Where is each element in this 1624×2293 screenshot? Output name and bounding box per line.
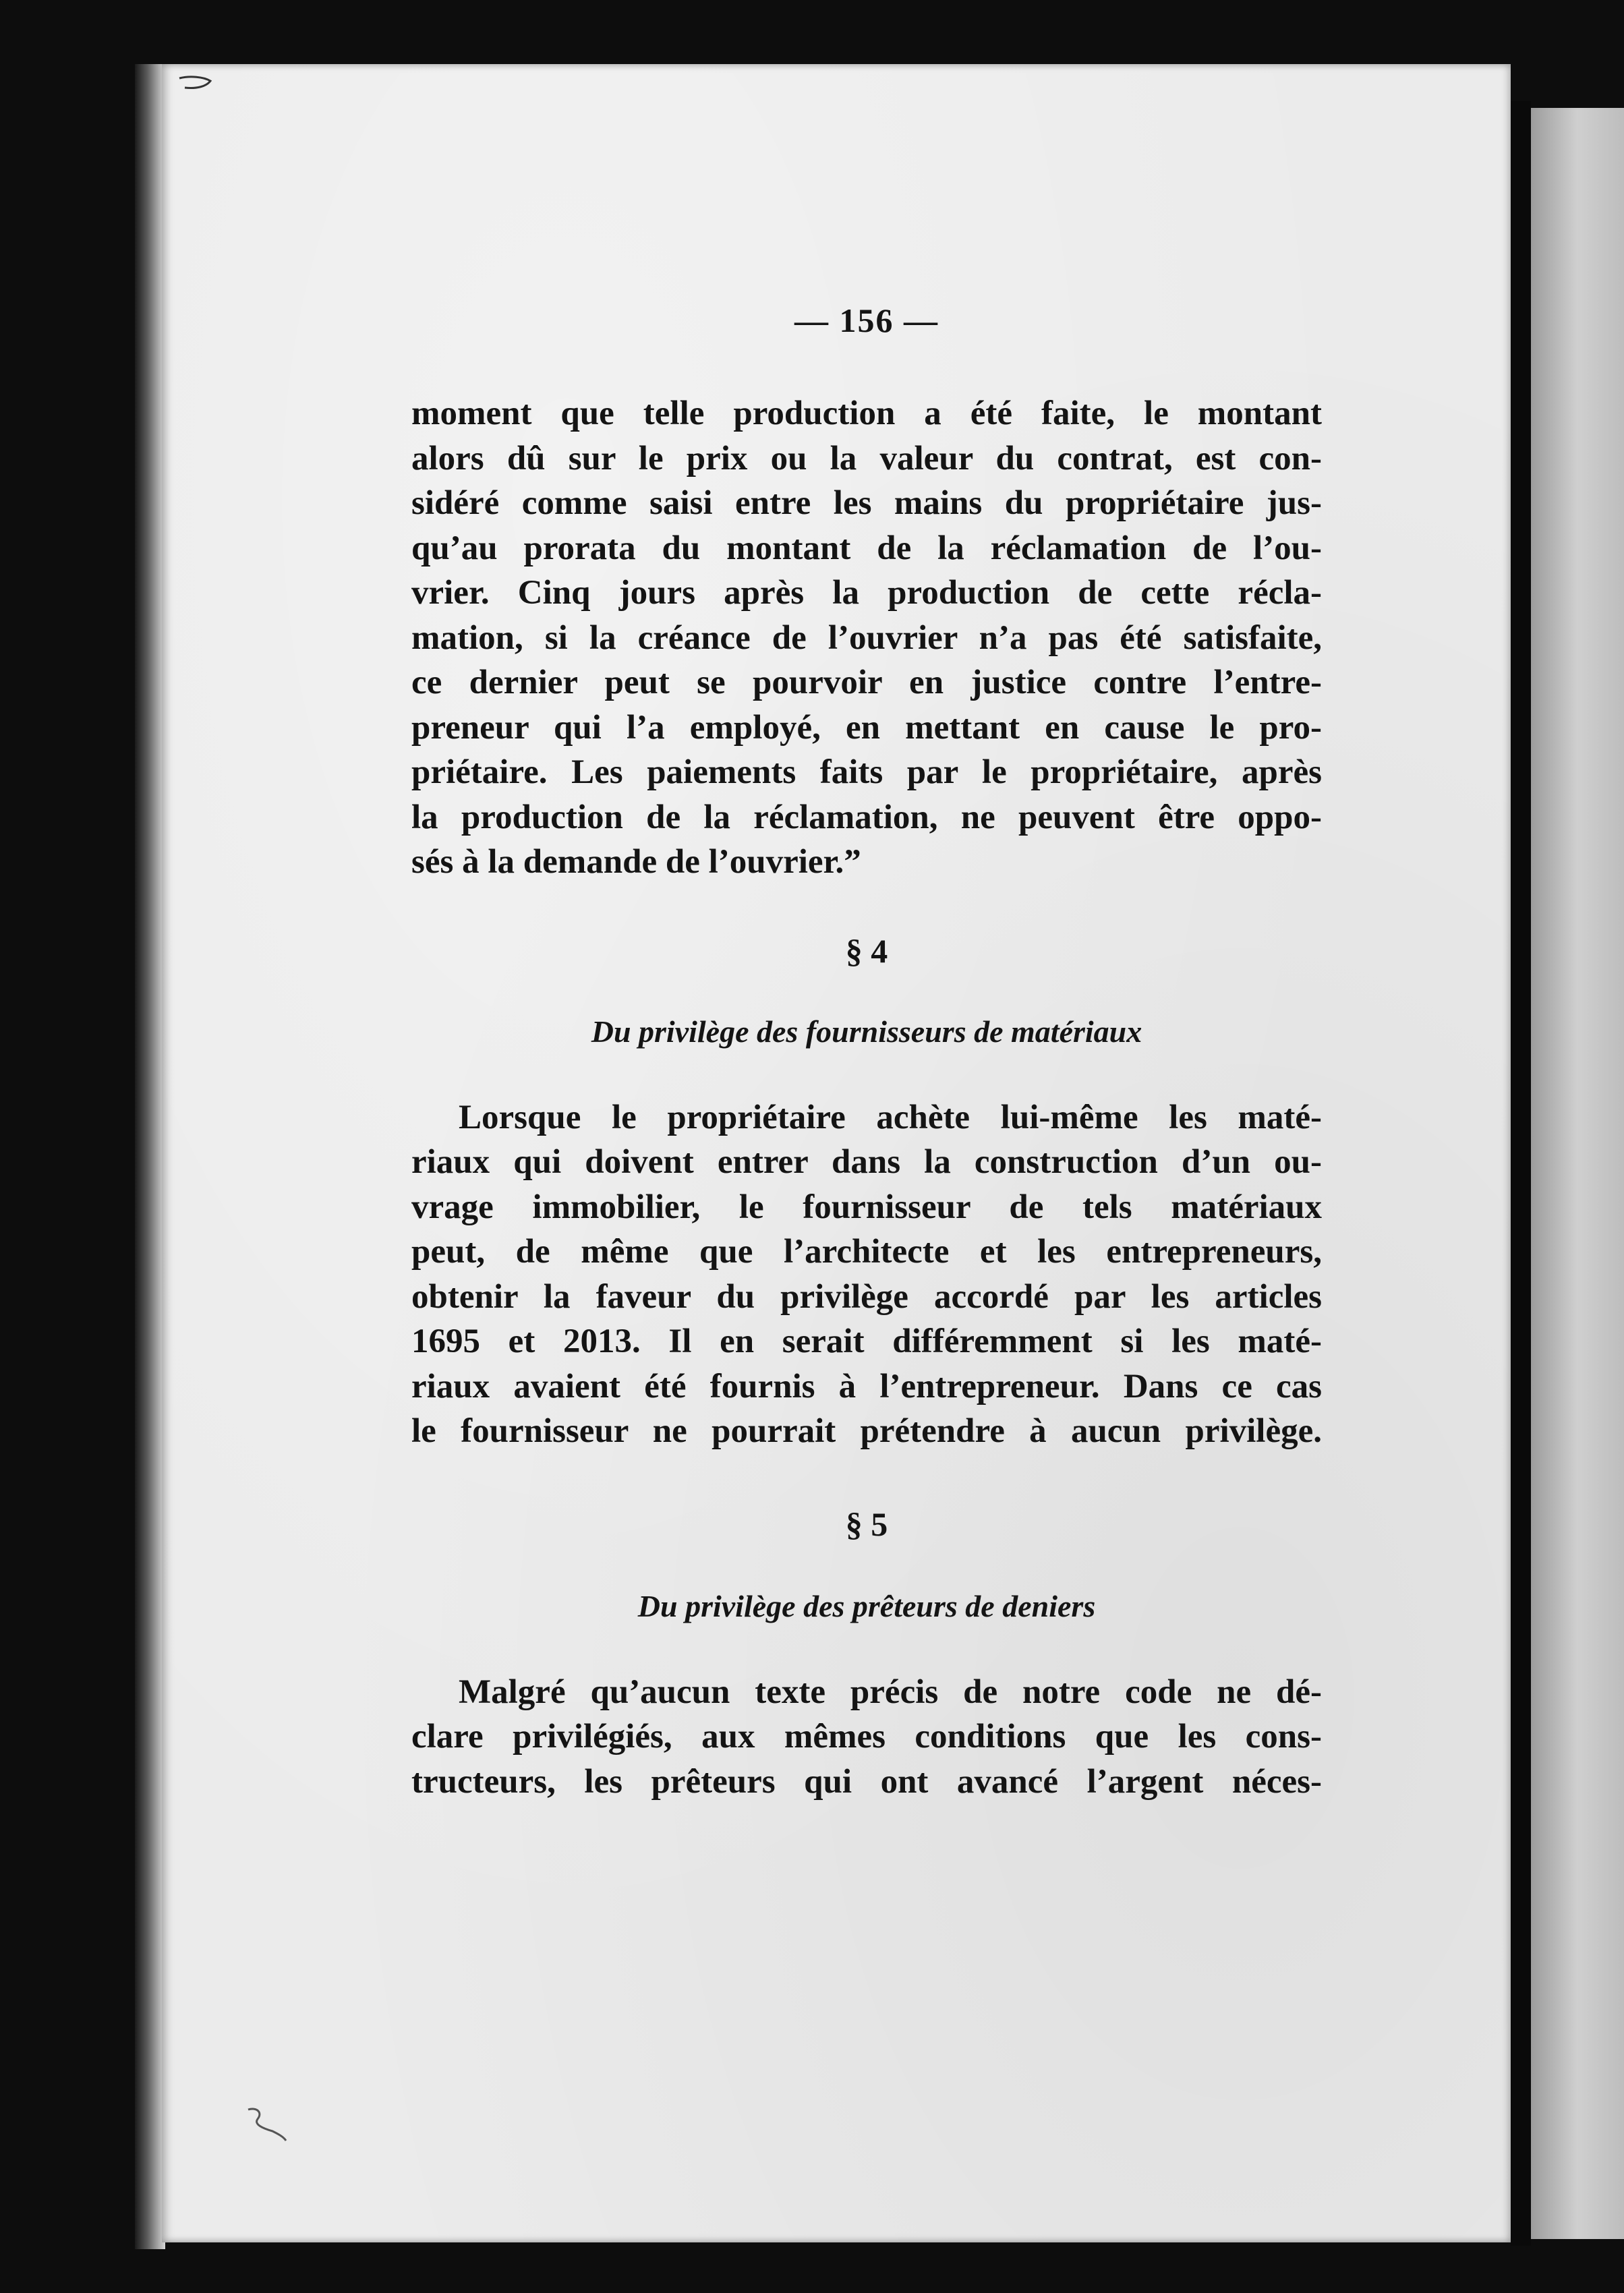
- text-line: sidéré comme saisi entre les mains du propriétaire jus-: [411, 484, 1322, 522]
- text-line: Malgré qu’aucun texte précis de notre code ne dé-: [459, 1673, 1322, 1711]
- text-line: vrier. Cinq jours après la production de cette récla-: [411, 574, 1322, 612]
- text-line: qu’au prorata du montant de la réclamation de l’ou-: [411, 529, 1322, 567]
- text-line: le fournisseur ne pourrait prétendre à aucun privilège.: [411, 1412, 1322, 1450]
- text-line: priétaire. Les paiements faits par le propriétaire, après: [411, 753, 1322, 791]
- text-line: riaux avaient été fournis à l’entrepreneur. Dans ce cas: [411, 1367, 1322, 1405]
- corner-scratch-mark: [177, 74, 217, 101]
- section-5-mark: § 5: [845, 1505, 888, 1543]
- text-line: vrage immobilier, le fournisseur de tels matériaux: [411, 1188, 1322, 1226]
- text-line: 1695 et 2013. Il en serait différemment si les maté-: [411, 1323, 1322, 1360]
- text-line: ce dernier peut se pourvoir en justice contre l’entre-: [411, 664, 1322, 701]
- text-line: preneur qui l’a employé, en mettant en cause le pro-: [411, 708, 1322, 747]
- page-text-block: [411, 297, 1322, 1804]
- page-number: — 156 —: [794, 301, 939, 339]
- text-line: riaux qui doivent entrer dans la construction d’un ou-: [411, 1143, 1322, 1181]
- page-left-edge: [135, 64, 165, 2249]
- section-4-title: Du privilège des fournisseurs de matériaux: [591, 1014, 1142, 1049]
- section-5-title: Du privilège des prêteurs de deniers: [637, 1588, 1096, 1623]
- text-line: obtenir la faveur du privilège accordé par les articles: [411, 1277, 1322, 1316]
- facing-page-edge: [1531, 108, 1624, 2239]
- text-line: sés à la demande de l’ouvrier.”: [411, 843, 861, 881]
- pencil-scribble-mark: [243, 2104, 290, 2145]
- paragraph-continuation: [411, 391, 1322, 885]
- text-line: la production de la réclamation, ne peuvent être oppo-: [411, 798, 1322, 836]
- page-gutter-shadow: [1511, 101, 1531, 2246]
- text-line: Lorsque le propriétaire achète lui-même les maté-: [459, 1098, 1322, 1136]
- section-5-paragraph: [411, 1670, 1322, 1805]
- text-line: moment que telle production a été faite, le montant: [411, 395, 1322, 432]
- text-line: alors dû sur le prix ou la valeur du contrat, est con-: [411, 439, 1322, 477]
- section-4-mark: § 4: [845, 931, 888, 970]
- text-line: clare privilégiés, aux mêmes conditions que les cons-: [411, 1718, 1322, 1755]
- text-line: tructeurs, les prêteurs qui ont avancé l’argent néces-: [411, 1762, 1322, 1801]
- text-line: peut, de même que l’architecte et les entrepreneurs,: [411, 1233, 1322, 1271]
- text-line: mation, si la créance de l’ouvrier n’a pas été satisfaite,: [411, 618, 1322, 657]
- section-4-paragraph: [411, 1095, 1322, 1454]
